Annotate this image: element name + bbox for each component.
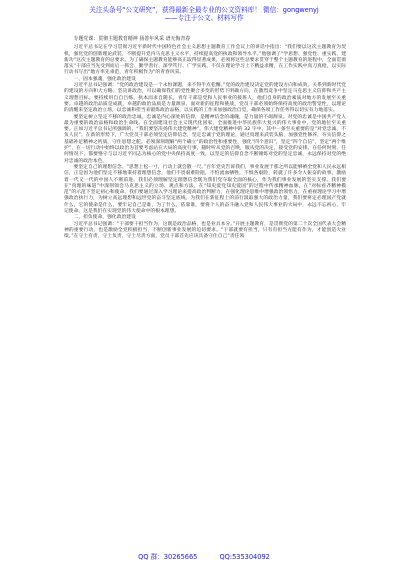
footer-contact bbox=[0, 553, 408, 561]
qq-group-text: QQ 群：30265665 bbox=[138, 553, 198, 561]
qq-number-text: QQ:535304092 bbox=[219, 553, 270, 561]
paragraph: 习近平总书记在学习贯彻习近平新时代中国特色社会主义思想主题教育工作会议上的讲话中指出：“我们要以这次主题教育为契机，强化党的创新理论武装，不断提升党内马克思主义水平，持续提高党的执政和领导水平。”他强调了“学思想、强党性、重实践、建新功”这次主题教育的总要求。为了确保主题教育能够高正取得显著成果，必须将这些总要求贯穿于整个主题教育的进程中，全面贯彻落实“干部应当先受到而后一抓会、勤学善行、深学笃行、广学实践，不仅在理论学习上下精益求精，在工作实践中真刀真枪，以实际行动书写出“地方率先垂范，青年积极作为”的青春风采。 bbox=[64, 45, 346, 76]
paragraph: 要坚定树立坚定不移的政治忠诚。忠诚是内心深处的信仰，是精神信念的魂魄，是力量的不竭源泉。对党的忠诚是中国共产党人最为重要的政治品格和政治生命线。在全面建设社会主义现代化国家、全面推进中华民族伟大复兴的伟大事业中，党的地位至关重要。正如习近平总书记所强调的，“我们要坚决扬伟大建党精神”，伟大建党精神中的 32 字中，其中一条至关重要的是“对党忠诚、不负人民”。在新的形势下，广大党员干部必须坚定信仰信念，坚定忠诚于党的理论，通过真理来武装头脑，加强党性修养，夯实信仰之基础补足精神之钙质，守住思想之舵。必须深刻理解“两个确立”的政治性和重要性，强化“四个意识”，坚定“四个自信”，坚定“两个维护”，在一切行动中始终以政治为首要考虑站在大局的高度行事，随时听从党的召唤，服从党的决定，接受党的安排。在任何时刻、任何情况下，都要恪守与以习近平同志为核心的党中央保持高度一致，以坚定的信仰自念不断锤炼对党的坚定忠诚，永远保持对党的绝对忠诚的政治本色。 bbox=[64, 114, 346, 164]
paragraph: 习近平总书记强调：“党的政治建设是一个永恒课题，来不得半点松懈。”党的政治建设决定党的建设方向和成效，关系到新时代党的建设的方向和大方略。坚决讲政治，可以确保我们的党性聚合多变的形势下明确方向，在激烈竞争中坚定马克思主义信仰和共产主义理想目标。要持续用自自吕练，执本而求自随长，青年干部是党和人民事业的接班人，他们自身的政治素质对地方的发展至关重要。卓越的政治品质是成就，卓越的政治品质是力量源泉，面对新的征程和挑战，党员干部必须始终保持高度的政治警觉性，以理论的清醒来坚定政治立场，以忠诚和担当来锻炼政治品格，以实践的工作来加强政治自觉，确保各项工作任务得以切实有力地落实。 bbox=[64, 83, 346, 114]
document-body bbox=[64, 34, 346, 241]
paragraph: 要坚定自己的理想信念。“思想上松一寸，行动上就会散一尺。”百年党史告诉我们，事业发展于那之所以能够被全党和人民永远相信，正是因为他们坚定不移地秉持着理想信念，他们不畏艰难险阻，不怕流血牺牲，不惧各艰险，转就了许多令人振奋的故事。激励着一代又一代的中国人不断前进。我们必须理解坚定理想信念既为我们党夺取全面的核心，作为我们事业发展的坚实支撑。我们要在“真理的味道”中深刻领会马克思主义的立场、观点和方法，在“知史爱党知史爱国”的过程中传承精神血脉，在“对标看齐精神模范”的示范下坚定初心和使命，我们要通过深入学习理论来提高政治判断力，在强化理论思维中增强政治领悟力，在重视理论学习中增强政治执行力，为树立高远理想和远世党的奋斗坚定底线。为我们在新征程上的前行汲取强大的政治力量，我们要将定必理国产党就什么，它的使命是什么，要牢记自己是谁，为了什么，依靠谁，要将个人的奋斗融入党和人民伟大事业的大局中，永远不忘初心，牢记使命，这是我们在实现党的伟大使命中的根本理想。 bbox=[64, 164, 346, 215]
banner-line-1: 关注头条号“公文研究”，获得最新全最专业的公文资料库！ 微信：gongwenyj bbox=[89, 6, 319, 14]
paragraph: 习近平总书记强调：“干部要干担当作为，这既是政治品格，也是业具本分。”开展主题教育，是贯彻党的第二十次全国代表大会精神的重要行动，也是激励全党积极担当、不断创新事业发展的迫切要求。“干部就要有担当，只有有担当方能有作为，才能创造大业绩。”在守土有责、守土负责、守土尽责方面，党员干部首先应该具备守住自己“责任领 bbox=[64, 221, 346, 240]
top-banner bbox=[0, 6, 408, 22]
section-heading: 二、担负使命，强化政治建设 bbox=[73, 215, 136, 221]
section-heading: 一、固本强魂，强化政治建设 bbox=[73, 76, 136, 82]
document-title: 专题党课：贯彻主题教育精神 扬善年风采 谱无悔青春 bbox=[73, 36, 191, 42]
banner-line-2: ——专注于公文、材料写作 bbox=[164, 14, 244, 22]
